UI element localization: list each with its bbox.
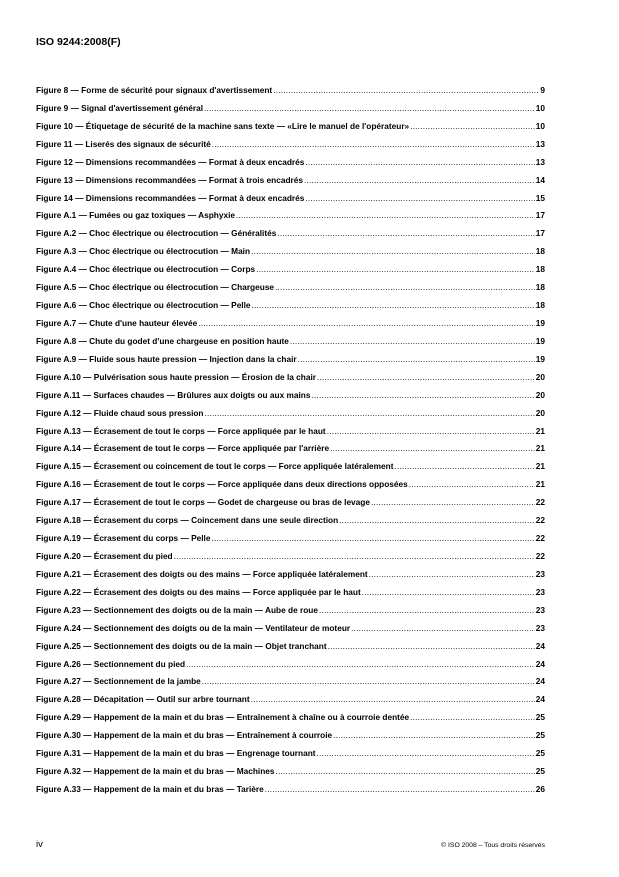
toc-entry[interactable] [36,85,545,103]
toc-entry-page: 22 [535,497,545,508]
toc-entry[interactable] [36,551,545,569]
toc-dot-leader [330,443,535,453]
toc-entry-label: Figure 8 — Forme de sécurité pour signaux d'avertissement [36,85,273,95]
toc-entry[interactable] [36,300,545,318]
toc-dot-leader [205,408,535,418]
toc-entry-label: Figure A.31 — Happement de la main et du bras — Engrenage tournant [36,748,316,759]
toc-entry[interactable] [36,175,545,193]
toc-entry-page: 20 [535,407,545,418]
toc-dot-leader [369,569,535,579]
toc-entry[interactable] [36,479,545,497]
toc-dot-leader [362,587,535,597]
toc-entry-label: Figure A.14 — Écrasement de tout le corps — Force appliquée par l'arrière [36,443,330,454]
toc-entry-page: 15 [535,192,545,203]
toc-entry-label: Figure A.6 — Choc électrique ou électrocution — Pelle [36,300,251,311]
toc-entry[interactable] [36,157,545,175]
toc-entry[interactable] [36,103,545,121]
toc-entry-page: 24 [535,640,545,651]
toc-entry-label: Figure A.5 — Choc électrique ou électrocution — Chargeuse [36,282,275,293]
toc-entry-page: 21 [535,479,545,490]
toc-entry-label: Figure A.19 — Écrasement du corps — Pelle [36,533,211,544]
toc-entry-page: 25 [535,766,545,777]
toc-entry-page: 19 [535,353,545,364]
toc-dot-leader [317,748,535,758]
toc-entry-label: Figure A.18 — Écrasement du corps — Coincement dans une seule direction [36,515,339,526]
toc-dot-leader [351,623,535,633]
toc-entry-label: Figure A.22 — Écrasement des doigts ou des mains — Force appliquée par le haut [36,586,361,597]
toc-dot-leader [273,85,539,95]
toc-entry-page: 18 [535,264,545,275]
toc-entry-page: 23 [535,568,545,579]
toc-dot-leader [304,175,535,185]
toc-dot-leader [211,533,534,543]
toc-entry-page: 23 [535,622,545,633]
toc-entry-page: 9 [540,85,545,95]
page-number: iv [36,839,43,850]
toc-entry-page: 13 [535,138,545,149]
toc-entry[interactable] [36,408,545,426]
toc-entry-page: 18 [535,282,545,293]
toc-entry-label: Figure A.21 — Écrasement des doigts ou des mains — Force appliquée latéralement [36,568,368,579]
toc-entry-label: Figure A.32 — Happement de la main et du bras — Machines [36,766,275,777]
toc-entry[interactable] [36,336,545,354]
toc-entry-page: 22 [535,550,545,561]
toc-dot-leader [339,515,535,525]
toc-entry-page: 21 [535,461,545,472]
toc-entry[interactable] [36,318,545,336]
toc-dot-leader [275,282,535,292]
toc-dot-leader [410,121,535,131]
toc-dot-leader [327,426,535,436]
toc-dot-leader [410,712,535,722]
toc-entry[interactable] [36,354,545,372]
toc-entry[interactable] [36,497,545,515]
toc-entry-page: 10 [535,120,545,131]
toc-dot-leader [204,103,535,113]
toc-entry-page: 17 [535,228,545,239]
toc-entry[interactable] [36,461,545,479]
toc-entry-page: 20 [535,389,545,400]
toc-entry[interactable] [36,121,545,139]
toc-dot-leader [298,354,535,364]
toc-entry[interactable] [36,533,545,551]
toc-entry-page: 19 [535,317,545,328]
page-footer [36,839,545,850]
toc-entry-label: Figure 9 — Signal d'avertissement général [36,102,204,113]
toc-entry-page: 22 [535,533,545,544]
toc-entry-page: 25 [535,712,545,723]
toc-entry-label: Figure 10 — Étiquetage de sécurité de la machine sans texte — «Lire le manuel de l'opérateur» [36,120,410,131]
toc-entry-label: Figure A.29 — Happement de la main et du bras — Entraînement à chaîne ou à courroie dentée [36,712,410,723]
toc-entry-page: 17 [535,210,545,221]
toc-entry-label: Figure A.12 — Fluide chaud sous pression [36,407,204,418]
toc-entry-page: 19 [535,335,545,346]
toc-entry[interactable] [36,712,545,730]
toc-entry[interactable] [36,193,545,211]
toc-entry-page: 23 [535,586,545,597]
toc-entry-page: 24 [535,658,545,669]
toc-entry-page: 10 [535,102,545,113]
toc-entry-page: 21 [535,443,545,454]
list-of-figures [36,85,545,802]
toc-entry-label: Figure 12 — Dimensions recommandées — Format à deux encadrés [36,156,305,167]
toc-entry[interactable] [36,246,545,264]
toc-dot-leader [186,659,535,669]
toc-dot-leader [319,605,535,615]
toc-entry[interactable] [36,228,545,246]
toc-entry[interactable] [36,605,545,623]
toc-entry[interactable] [36,784,545,802]
toc-dot-leader [202,676,535,686]
toc-entry-page: 24 [535,676,545,687]
toc-entry-label: Figure A.33 — Happement de la main et du bras — Tarière [36,783,264,794]
toc-entry-page: 26 [535,783,545,794]
toc-entry-label: Figure A.28 — Décapitation — Outil sur arbre tournant [36,694,250,705]
toc-entry-label: Figure A.11 — Surfaces chaudes — Brûlures aux doigts ou aux mains [36,389,311,400]
toc-dot-leader [371,497,535,507]
toc-entry[interactable] [36,748,545,766]
toc-entry-label: Figure A.15 — Écrasement ou coincement de tout le corps — Force appliquée latéralement [36,461,394,472]
toc-dot-leader [198,318,535,328]
toc-entry[interactable] [36,443,545,461]
toc-entry[interactable] [36,730,545,748]
toc-dot-leader [276,766,535,776]
standard-title: ISO 9244:2008(F) [36,36,121,48]
toc-dot-leader [394,461,534,471]
toc-dot-leader [256,264,535,274]
toc-entry-label: Figure A.30 — Happement de la main et du bras — Entraînement à courroie [36,730,333,741]
toc-entry-label: Figure A.10 — Pulvérisation sous haute pression — Érosion de la chair [36,371,317,382]
toc-dot-leader [277,228,534,238]
toc-dot-leader [317,372,535,382]
toc-entry[interactable] [36,587,545,605]
toc-entry[interactable] [36,264,545,282]
toc-dot-leader [290,336,535,346]
toc-entry-label: Figure 11 — Liserés des signaux de sécurité [36,138,211,149]
toc-entry-page: 13 [535,156,545,167]
toc-entry-label: Figure A.13 — Écrasement de tout le corps — Force appliquée par le haut [36,425,326,436]
toc-entry-page: 21 [535,425,545,436]
toc-entry-label: Figure A.25 — Sectionnement des doigts ou de la main — Objet tranchant [36,640,327,651]
toc-entry[interactable] [36,426,545,444]
toc-entry-page: 25 [535,748,545,759]
toc-entry-label: Figure A.17 — Écrasement de tout le corps — Godet de chargeuse ou bras de levage [36,497,370,508]
toc-dot-leader [312,390,535,400]
toc-entry-page: 22 [535,515,545,526]
toc-entry-page: 24 [535,694,545,705]
toc-dot-leader [174,551,535,561]
toc-entry-page: 18 [535,300,545,311]
toc-entry-label: Figure A.4 — Choc électrique ou électrocution — Corps [36,264,256,275]
toc-entry-label: Figure 13 — Dimensions recommandées — Format à trois encadrés [36,174,303,185]
toc-entry-page: 25 [535,730,545,741]
toc-entry[interactable] [36,623,545,641]
toc-dot-leader [305,157,534,167]
toc-entry-label: Figure A.9 — Fluide sous haute pression — Injection dans la chair [36,353,297,364]
toc-dot-leader [251,246,535,256]
toc-entry[interactable] [36,659,545,677]
toc-entry-page: 14 [535,174,545,185]
copyright-notice: © ISO 2008 – Tous droits réservés [441,842,545,849]
toc-entry-label: Figure A.16 — Écrasement de tout le corps — Force appliquée dans deux directions opposées [36,479,408,490]
toc-entry-label: Figure A.24 — Sectionnement des doigts ou de la main — Ventilateur de moteur [36,622,351,633]
toc-dot-leader [212,139,535,149]
toc-entry[interactable] [36,372,545,390]
toc-entry[interactable] [36,766,545,784]
toc-entry[interactable] [36,390,545,408]
toc-entry-page: 23 [535,604,545,615]
toc-entry[interactable] [36,641,545,659]
toc-entry-label: Figure A.26 — Sectionnement du pied [36,658,186,669]
toc-entry-label: Figure A.7 — Chute d'une hauteur élevée [36,317,198,328]
toc-entry-page: 20 [535,371,545,382]
toc-entry-label: Figure A.2 — Choc électrique ou électrocution — Généralités [36,228,277,239]
toc-entry[interactable] [36,694,545,712]
toc-entry[interactable] [36,569,545,587]
toc-entry-label: Figure A.8 — Chute du godet d'une chargeuse en position haute [36,335,289,346]
toc-entry-label: Figure A.1 — Fumées ou gaz toxiques — Asphyxie [36,210,236,221]
toc-entry[interactable] [36,139,545,157]
toc-dot-leader [265,784,535,794]
toc-dot-leader [236,210,535,220]
toc-entry-label: Figure A.20 — Écrasement du pied [36,550,173,561]
toc-entry-label: Figure A.23 — Sectionnement des doigts ou de la main — Aube de roue [36,604,318,615]
toc-dot-leader [333,730,535,740]
toc-entry-label: Figure A.27 — Sectionnement de la jambe [36,676,201,687]
document-header [36,36,121,48]
toc-entry-label: Figure 14 — Dimensions recommandées — Format à deux encadrés [36,192,305,203]
toc-entry[interactable] [36,282,545,300]
toc-dot-leader [409,479,535,489]
toc-entry[interactable] [36,210,545,228]
toc-dot-leader [251,694,535,704]
toc-entry[interactable] [36,676,545,694]
toc-dot-leader [252,300,535,310]
toc-dot-leader [328,641,535,651]
toc-entry-label: Figure A.3 — Choc électrique ou électrocution — Main [36,246,251,257]
toc-dot-leader [305,193,534,203]
toc-entry[interactable] [36,515,545,533]
toc-entry-page: 18 [535,246,545,257]
